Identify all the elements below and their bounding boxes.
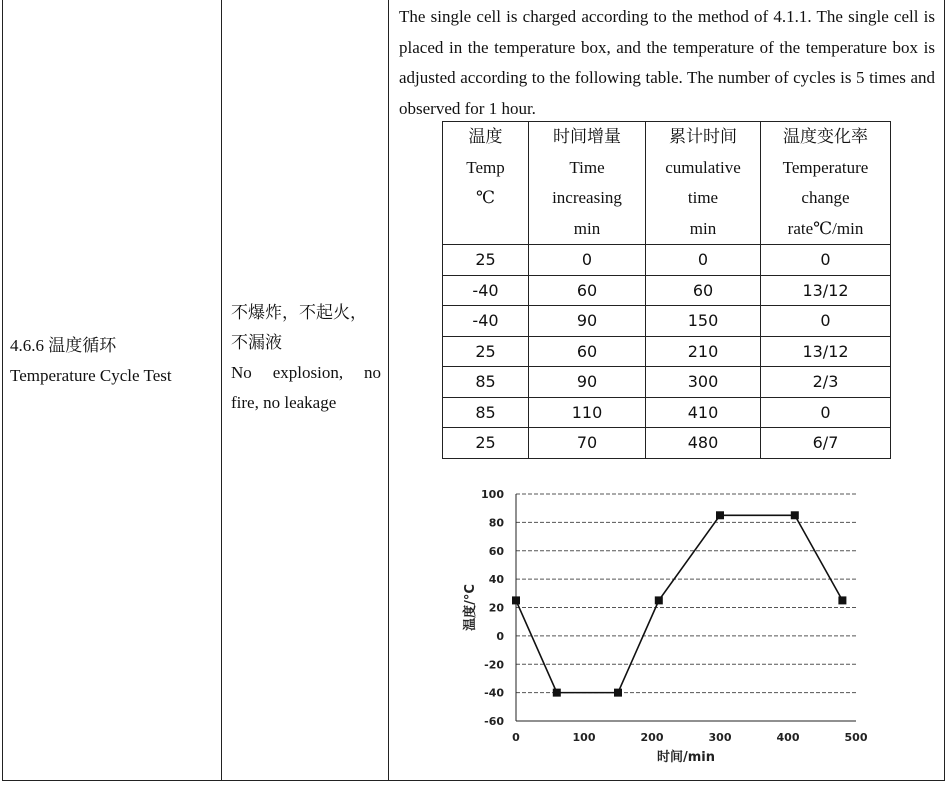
table-cell: 90 bbox=[529, 367, 646, 398]
data-point bbox=[512, 596, 520, 604]
x-axis-label: 时间/min bbox=[656, 750, 716, 765]
table-cell: 210 bbox=[646, 336, 761, 367]
table-cell: 2/3 bbox=[761, 367, 891, 398]
y-tick-label: 0 bbox=[496, 629, 504, 643]
table-cell: 0 bbox=[761, 306, 891, 337]
test-procedure-text: The single cell is charged according to the method of 4.1.1. The single cell is placed in the temperature box, and the temperature of the temperature box is adjusted according to the following table. The number of cycles is 5 times and observed for 1 hour. bbox=[399, 7, 935, 118]
table-row bbox=[443, 428, 891, 459]
test-item-number-cn: 4.6.6 温度循环 bbox=[10, 336, 117, 355]
table-header-row bbox=[443, 122, 891, 245]
criteria-cn-line2: 不漏液 bbox=[231, 333, 282, 352]
table-row bbox=[443, 367, 891, 398]
criteria-en-line1: No explosion, no bbox=[231, 363, 381, 382]
table-cell: 13/12 bbox=[761, 275, 891, 306]
header-time-increase: 时间增量 Time increasing min bbox=[529, 122, 646, 245]
table-cell: 60 bbox=[646, 275, 761, 306]
table-cell: 150 bbox=[646, 306, 761, 337]
temperature-cycle-table bbox=[442, 121, 891, 459]
table-cell: -40 bbox=[443, 275, 529, 306]
table-cell: 60 bbox=[529, 336, 646, 367]
table-cell: 85 bbox=[443, 367, 529, 398]
y-tick-label: -20 bbox=[484, 658, 504, 672]
header-temp: 温度 Temp ℃ bbox=[443, 122, 529, 245]
table-cell: 25 bbox=[443, 428, 529, 459]
y-tick-label: 100 bbox=[481, 488, 504, 501]
series-line bbox=[516, 515, 842, 692]
header-cumulative-time: 累计时间 cumulative time min bbox=[646, 122, 761, 245]
table-cell: 0 bbox=[761, 397, 891, 428]
y-axis-label: 温度/°C bbox=[463, 584, 478, 631]
table-cell: 0 bbox=[646, 245, 761, 276]
criteria-en-line2: fire, no leakage bbox=[231, 393, 337, 412]
table-row bbox=[443, 397, 891, 428]
table-cell: 25 bbox=[443, 245, 529, 276]
x-tick-label: 200 bbox=[640, 731, 664, 744]
x-tick-label: 300 bbox=[708, 731, 732, 744]
table-cell: 90 bbox=[529, 306, 646, 337]
y-tick-label: 40 bbox=[488, 573, 504, 587]
table-cell: 6/7 bbox=[761, 428, 891, 459]
column-divider bbox=[388, 0, 389, 780]
criteria-cn-line1: 不爆炸，不起火， bbox=[231, 303, 367, 322]
table-cell: 110 bbox=[529, 397, 646, 428]
table-cell: 25 bbox=[443, 336, 529, 367]
table-row bbox=[443, 275, 891, 306]
y-tick-label: 60 bbox=[488, 544, 504, 558]
y-tick-label: -40 bbox=[484, 686, 504, 700]
data-point bbox=[838, 596, 846, 604]
chart-svg bbox=[455, 484, 875, 774]
column-divider bbox=[221, 0, 222, 780]
table-row bbox=[443, 245, 891, 276]
y-tick-label: -60 bbox=[484, 715, 504, 728]
data-point bbox=[553, 689, 561, 697]
y-tick-label: 80 bbox=[488, 516, 504, 530]
table-cell: 300 bbox=[646, 367, 761, 398]
table-cell: 410 bbox=[646, 397, 761, 428]
data-point bbox=[716, 511, 724, 519]
temperature-profile-chart bbox=[455, 484, 875, 779]
criteria-cell bbox=[231, 298, 381, 418]
y-tick-label: 20 bbox=[488, 601, 504, 615]
table-cell: -40 bbox=[443, 306, 529, 337]
table-cell: 13/12 bbox=[761, 336, 891, 367]
test-item-name-en: Temperature Cycle Test bbox=[10, 366, 172, 385]
table-cell: 70 bbox=[529, 428, 646, 459]
table-cell: 0 bbox=[529, 245, 646, 276]
header-temp-change-rate: 温度变化率 Temperature change rate℃/min bbox=[761, 122, 891, 245]
data-point bbox=[614, 689, 622, 697]
test-item-cell bbox=[10, 331, 220, 391]
x-tick-label: 100 bbox=[572, 731, 596, 744]
table-cell: 480 bbox=[646, 428, 761, 459]
x-tick-label: 400 bbox=[776, 731, 800, 744]
data-point bbox=[655, 596, 663, 604]
x-tick-label: 0 bbox=[512, 731, 520, 744]
table-cell: 0 bbox=[761, 245, 891, 276]
data-point bbox=[791, 511, 799, 519]
table-row bbox=[443, 306, 891, 337]
table-cell: 85 bbox=[443, 397, 529, 428]
table-row bbox=[443, 336, 891, 367]
x-tick-label: 500 bbox=[844, 731, 868, 744]
table-cell: 60 bbox=[529, 275, 646, 306]
